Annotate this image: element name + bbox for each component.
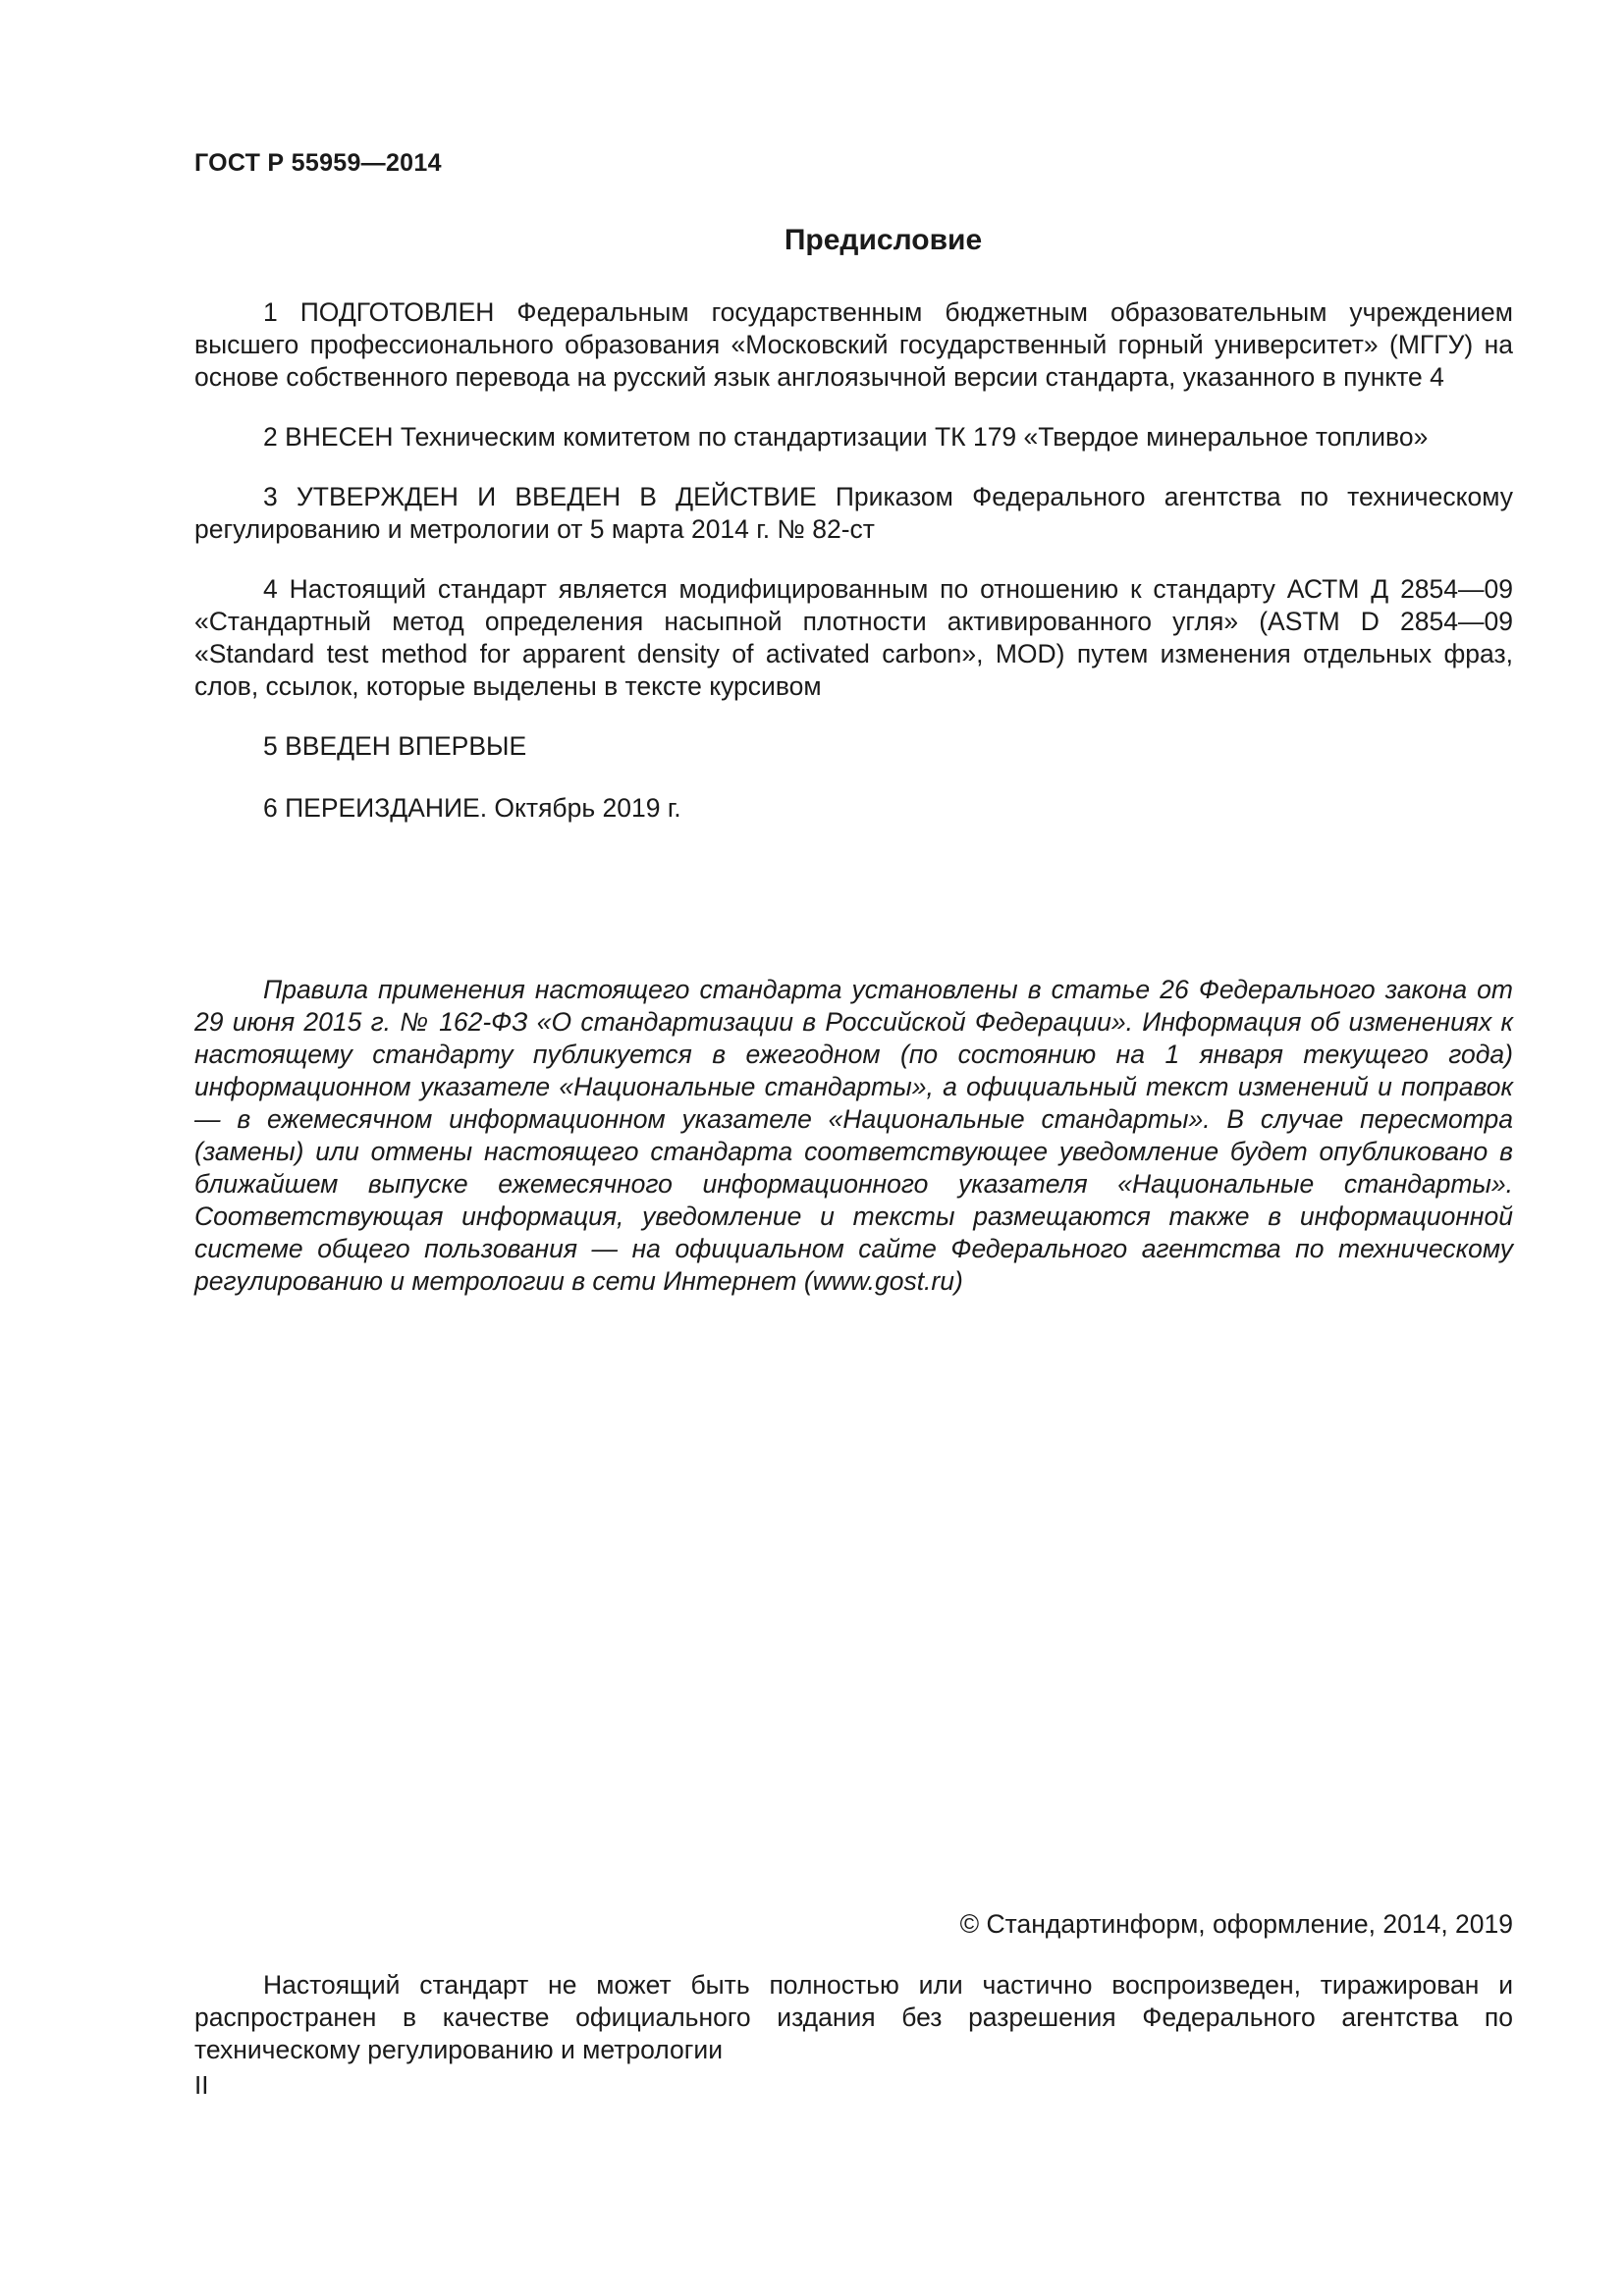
preface-item-4: 4 Настоящий стандарт является модифицированным по отношению к стандарту АСТМ Д 2854—09 «Стандартный метод определения насыпной плотности активированного угля» (ASTM D 2854—09 «Standard test method for apparent density of activated carbon», MOD) путем изменения отдельных фраз, слов, ссылок, которые выделены в тексте курсивом [194,574,1513,701]
preface-items [194,296,1513,852]
standard-code-header: ГОСТ Р 55959—2014 [194,149,442,177]
rules-of-application-note: Правила применения настоящего стандарта установлены в статье 26 Федерального закона от 29 июня 2015 г. № 162-ФЗ «О стандартизации в Российской Федерации». Информация об изменениях к настоящему стандарту публикуется в ежегодном (по состоянию на 1 января текущего года) информационном указателе «Национальные стандарты», а официальный текст изменений и поправок — в ежемесячном информационном указателе «Национальные стандарты». В случае пересмотра (замены) или отмены настоящего стандарта соответствующее уведомление будет опубликовано в ближайшем выпуске ежемесячного информационного указателя «Национальные стандарты». Соответствующая информация, уведомление и тексты размещаются также в информационной системе общего пользования — на официальном сайте Федерального агентства по техническому регулированию и метрологии в сети Интернет (www.gost.ru) [194,975,1513,1296]
page-number: II [194,2070,209,2100]
preface-item-2: 2 ВНЕСЕН Техническим комитетом по стандартизации ТК 179 «Твердое минеральное топливо» [263,422,1429,452]
preface-item-1: 1 ПОДГОТОВЛЕН Федеральным государственным бюджетным образовательным учреждением высшего профессионального образования «Московский государственный горный университет» (МГГУ) на основе собственного перевода на русский язык англоязычной версии стандарта, указанного в пункте 4 [194,297,1513,392]
preface-item-3: 3 УТВЕРЖДЕН И ВВЕДЕН В ДЕЙСТВИЕ Приказом Федерального агентства по техническому регулированию и метрологии от 5 марта 2014 г. № 82-ст [194,482,1513,544]
preface-item-5: 5 ВВЕДЕН ВПЕРВЫЕ [263,731,527,761]
preface-item-6: 6 ПЕРЕИЗДАНИЕ. Октябрь 2019 г. [263,793,681,823]
copyright-notice: © Стандартинформ, оформление, 2014, 2019 [959,1909,1513,1939]
reproduction-restriction: Настоящий стандарт не может быть полностью или частично воспроизведен, тиражирован и распространен в качестве официального издания без разрешения Федерального агентства по техническому регулированию и метрологии [194,1970,1513,2064]
page-title: Предисловие [784,224,983,256]
